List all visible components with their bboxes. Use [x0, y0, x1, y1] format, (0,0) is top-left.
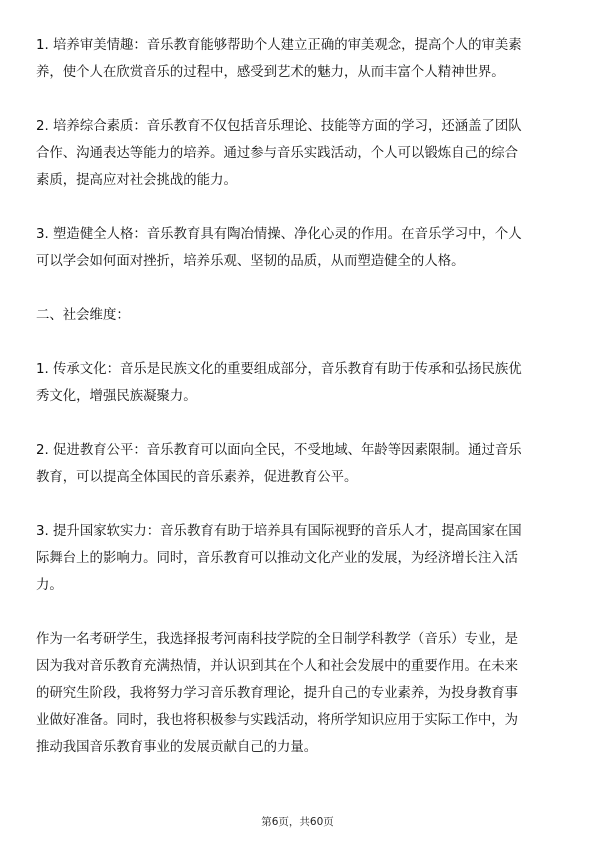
text-line: 1. 培养审美情趣：音乐教育能够帮助个人建立正确的审美观念，提高个人的审美素 — [36, 38, 522, 53]
text-line: 作为一名考研学生，我选择报考河南科技学院的全日制学科教学（音乐）专业，是 — [36, 632, 519, 647]
text-line: 3. 提升国家软实力：音乐教育有助于培养具有国际视野的音乐人才，提高国家在国 — [36, 524, 522, 539]
text-line: 2. 促进教育公平：音乐教育可以面向全民，不受地域、年龄等因素限制。通过音乐 — [36, 443, 522, 458]
paragraph-culture — [36, 356, 559, 410]
paragraph-personality — [36, 221, 559, 275]
text-line: 际舞台上的影响力。同时，音乐教育可以推动文化产业的发展，为经济增长注入活 — [36, 551, 519, 566]
paragraph-comprehensive — [36, 113, 559, 194]
text-line: 素质，提高应对社会挑战的能力。 — [36, 173, 237, 188]
text-line: 2. 培养综合素质：音乐教育不仅包括音乐理论、技能等方面的学习，还涵盖了团队 — [36, 119, 522, 134]
section-heading-social — [36, 302, 559, 329]
text-line: 的研究生阶段，我将努力学习音乐教育理论，提升自己的专业素养，为投身教育事 — [36, 686, 519, 701]
text-line: 1. 传承文化：音乐是民族文化的重要组成部分，音乐教育有助于传承和弘扬民族优 — [36, 362, 522, 377]
text-line: 可以学会如何面对挫折，培养乐观、坚韧的品质，从而塑造健全的人格。 — [36, 254, 465, 269]
paragraph-aesthetic — [36, 32, 559, 86]
text-line: 教育，可以提高全体国民的音乐素养，促进教育公平。 — [36, 470, 358, 485]
text-line: 因为我对音乐教育充满热情，并认识到其在个人和社会发展中的重要作用。在未来 — [36, 659, 519, 674]
page-number: 第6页，共60页 — [261, 816, 334, 828]
document-body — [36, 32, 559, 761]
text-line: 养，使个人在欣赏音乐的过程中，感受到艺术的魅力，从而丰富个人精神世界。 — [36, 65, 505, 80]
paragraph-equity — [36, 437, 559, 491]
heading-line: 二、社会维度： — [36, 308, 130, 323]
text-line: 业做好准备。同时，我也将积极参与实践活动，将所学知识应用于实际工作中，为 — [36, 713, 519, 728]
text-line: 秀文化，增强民族凝聚力。 — [36, 389, 197, 404]
text-line: 3. 塑造健全人格：音乐教育具有陶冶情操、净化心灵的作用。在音乐学习中，个人 — [36, 227, 522, 242]
text-line: 力。 — [36, 578, 63, 593]
paragraph-soft-power — [36, 518, 559, 599]
text-line: 推动我国音乐教育事业的发展贡献自己的力量。 — [36, 740, 318, 755]
text-line: 合作、沟通表达等能力的培养。通过参与音乐实践活动，个人可以锻炼自己的综合 — [36, 146, 519, 161]
paragraph-personal-statement — [36, 626, 559, 761]
